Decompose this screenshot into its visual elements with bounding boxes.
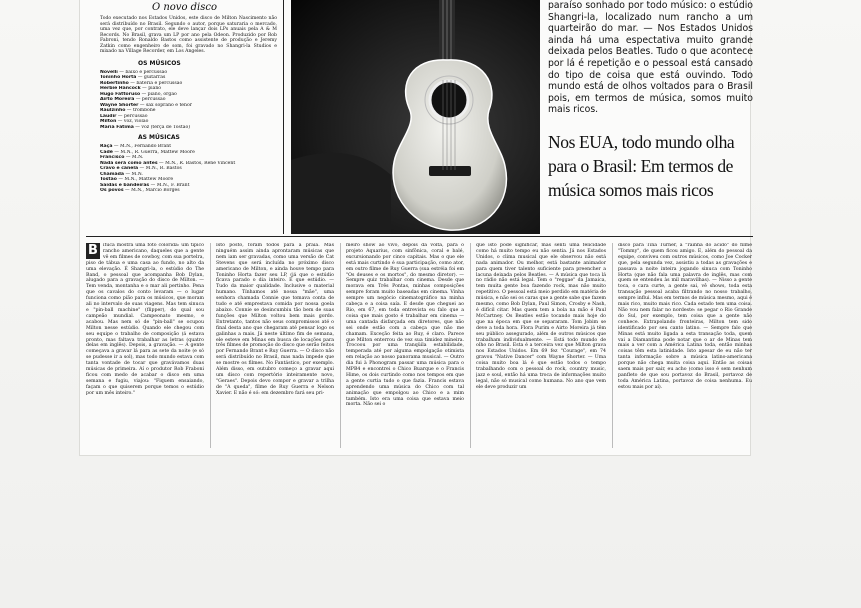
song-name: Chamada	[100, 171, 125, 177]
dash-separator: —	[125, 108, 133, 113]
dash-separator: —	[134, 97, 142, 102]
column-4-text: que isto pode significar, mas senti uma felicidade como há muito tempo eu não sentia. Já nos Estados Unidos, o clima musical que ele observou não está nada animador. Ou melhor, está bastante animador para quem tiver talento suficiente para preencher a lacuna deixada pelos Beatles. — A música que toca lá no rádio não está legal. Tem o "reggae" da Jamaica, tem muita gente boa fazendo rock, mas não muito repetitivo. O pessoal está meio perdido em matéria de música, e não sei os caras que a gente sabe que fazem mesmo, como Bob Dylan, Paul Simon, Crosby e Nash, é difícil citar. Mas quem tem a bola na mão é Paul McCartney. Os Beatles estão tocando mais hoje do que na época em que se separaram. Tom Jobim se deve a toda hora. Flora Purim e Airto Moreira já têm seu público assegurado, além de outros músicos que trabalham individualmente. — Está todo mundo de olho no Brasil. Esta é a terceira vez que Milton grava nos Estados Unidos. Em 69 fez "Courage", em 74 gravou "Native Dancer" com Wayne Shorter. — Uma coisa muito boa lá é que estão todos o tempo trabalhando com o pessoal do rock, country music, jazz e soul, então há uma troca de informações muito legal, não só musical como humana. No ano que vem ele deve produzir um	[476, 243, 606, 390]
musician-name: Laudir	[100, 113, 117, 119]
article-column-1	[86, 243, 204, 448]
song-detail: M.N., R. Bastos, Rene Vincent	[165, 160, 236, 166]
musician-detail: voz, violão	[123, 119, 149, 124]
dash-separator: —	[157, 160, 166, 166]
dash-separator: —	[112, 149, 121, 155]
dash-separator: —	[117, 69, 126, 75]
musicians-list	[100, 70, 277, 131]
musician-name: Milton	[100, 119, 117, 124]
musician-name: Herbie Hancock	[100, 86, 141, 91]
musician-detail: percussão	[123, 113, 148, 119]
song-detail: M.N.	[131, 155, 144, 160]
column-divider	[210, 243, 211, 448]
dash-separator: —	[133, 124, 142, 130]
musician-detail: sax soprano e tenor	[145, 102, 192, 108]
column-1-text: ituca mostra uma foto colorida: um típico rancho americano, daqueles que a gente vê em filmes de cowboy, com sua portelra, piso de tábua e uma casa ao fundo, no alto da uma elevação. É Shangri-la, o estúdio do The Band, o pessoal que acompanha Bob Dylan, alugado para a gravação do disco de Milton. — Tem venda, montanha e o mar ali pertinho. Pena que os cavalos do conto levaram — o lugar funciona como pião para os músicos, que moram ali no intervalo de suas viagens. Mas tem sinuca e "pin-ball machine" (flipper), do qual sou campeão mundial. Campeonato mesmo, e acabou. Mas nem só de "pin-ball" se ocupou Milton nesse estúdio. Quando ele chegou com seu equipe o trabalho de composição (á estava pronto, mas faltava trabalhar as letras (quatro delas em inglês). Depois, a gravação. — A gente começava a gravar lá para as sete da noite (e só se pudesse ir a sol), mas todo mundo estava com tanta vontade de tocar que gravávamos duas músicas de primeira. Aí o produtor Rob Fraboni ficou com medo de acabar o disco em uma semana e fugiu, viajou: "Fiquem ensaiando, façam o que quiserem porque temos o estúdio por um mês inteiro."	[86, 243, 204, 396]
song-name: Cravo e canela	[100, 166, 139, 171]
musicians-heading: OS MÚSICOS	[138, 59, 181, 67]
article-column-2	[216, 243, 334, 448]
column-divider	[340, 243, 341, 448]
musician-row	[100, 125, 277, 131]
dash-separator: —	[140, 91, 148, 97]
song-name: Nada será como antes	[100, 160, 158, 166]
guitar-photo	[291, 0, 540, 234]
column-2-text: Isto posto, foram todos para a praia. Mas ninguém assim ainda aprontaram músicas que nem iam ser gravadas, como uma versão de Cat Stevens que será incluída no próximo disco americano de Milton, e ainda houve tempo para Toninho Horta fazer seu LP, (já que o estúdio ficava parado o dia inteiro. E que estúdio. — Tudo da maior qualidade. Inclusive o material humano. Tínhamos até nossa "mãe", uma senhora chamada Connie que tomava conta de tudo e até emprestava comida por nossa goela abaixo. Connie se desincumbiu tão bem de suas funções que Milton voltou bem mais gordo. Entretanto, tantos não seus compromissos até o final desta ano que chegaram até pensar logo os galinhas a mais. Já neste último fim de semana, ele esteve em Minas em busca de locações para três filmes de promoção do disco que serão feitos por Fernando Brant e Ruy Guerra. — O disco não será distribuído no Brasil, mas nada impede que se mostre os filmes. No Fantástico, por exemplo. Além disso, em outubro começo a gravar aqui um disco com repertório inteiramente novo, "Geraes". Depois devo compor e gravar a trilha de "A queda", filme de Ruy Guerra e Nelson Xavier. E não é só: em dezembro fará seu pri-	[216, 243, 334, 396]
songs-list	[100, 144, 277, 194]
song-name: Os povos	[100, 188, 124, 193]
musician-name: Airto Moreira	[100, 97, 135, 102]
song-detail: M.N.	[131, 171, 143, 177]
guitar-illustration	[291, 0, 540, 234]
column-divider	[470, 243, 471, 448]
dash-separator: —	[123, 188, 132, 193]
lead-paragraph: paraíso sonhado por todo músico: o estúdio Shangri-la, localizado num rancho a um quarteirão do mar. — Nos Estados Unidos ainda há uma espectativa muito grande deixada pelos Beatles. Tudo o que acontece por lá é repetição e o pessoal está cansado do tipo de coisa que está ouvindo. Todo mundo está de olhos voltados para o Brasil pois, em termos de música, somos muito mais ricos.	[548, 0, 753, 116]
column-divider	[612, 243, 613, 448]
musician-detail: voz (terça de Tostão)	[141, 124, 191, 130]
musician-detail: bateria e percussão	[136, 80, 183, 86]
drop-cap: B	[86, 243, 100, 259]
dash-separator: —	[116, 119, 124, 124]
column-5-text: disco para Tina Turner, a "rainha do ácido" do filme "Tommy", de quem ficou amigo. E, além do pessoal da equipe, conviveu com outros músicos, como Joe Cocker que, pela segunda vez, assistiu a todas as gravações e passava a noite inteira jogando sinuca com Toninho Horta (que não fala uma palavra de inglês, mas com quem se entendeu às mil maravilhas). — Nisso a gente toca, o cara curte, a gente sai, vê shows, toda esta transação pessoal acaba filtrando no nosso trabalho, sempre influi. Mas em termos de música mesmo, aqui é mais rico, muito mais rico. Cada estado tem uma coisa. Não vou nem falar no nordeste: se pegar o Rio Grande do Sul, por exemplo, tem coisa que a gente não conhece. Extrapolando fronteiras, Milton tem sido identificado por seu canto latino. — Sempre falo que Minas está muito ligada a esta transação toda, quem vai a Diamantina pode notar que o ar de Minas tem mais a ver com a América Latina toda, então minhas coisas têm esta latinidade. Isto apesar de eu não ter tanta informação sobre a música latino-americana porque não chega muita coisa aqui. Então as coisas saem mais por sair, eu acho (como isso é sem nenhum panfleto de que sou portavoz do Brasil, portavoz de toda América Latina, portavoz de coisa nenhuma. Eu estou mais por aí).	[618, 243, 752, 390]
musician-name: Wayne Shorter	[100, 102, 139, 108]
song-detail: M.N., Mattew Moore	[124, 177, 174, 182]
column-3-text: meiro show ao vivo, depois da volta, para o projeto Aquarius, com sinfônica, coral e balé, excursionando por cinco capitais. Mas o que ele está mais curtindo é sua participação, como ator, em outro filme de Ruy Guerra (sua estréia foi em "Os deuses e os mortos", do mesmo diretor). — Sempre quiz trabalhar com cinema. Desde que morava em Três Pontas, minhas composições sempre foram muito baseadas em cinema. Vinha sempre um negócio cinematográfico na minha cabeça e a coisa saía. E desde que cheguei ao Rio, em 67, em toda entrevista eu falo que a coisa que mais gosto é trabalhar em cinema — uma cantada disfarçada em diretores, que não sei onde estão com a cabeça que não me chamam. Exceção feita ao Ruy, é claro. Parece que Milton enterrou de vez sua timidez mineira. Trocoou por uma tranqüila estabilidade, temperada até por alguma empolgação otimista em relação ao nosso panorama musical. — Outro dia fui à Phonogram passar uma música para o MPB4 e encontrei o Chico Buarque e o Francis Hime, os dois curtindo como nos tempos em que a gente curtia tudo o que fazia. Francis estava aprendendo uma música do Chico com tal animação que empolgou ao Chico e a mim também. Isto era uma coisa que estava meio morta. Não sei o	[346, 243, 464, 408]
dash-separator: —	[136, 75, 144, 80]
dash-separator: —	[116, 113, 124, 119]
article-column-5	[618, 243, 752, 448]
headline: Nos EUA, todo mundo olha para o Brasil: Em termos de música somos mais ricos	[548, 131, 735, 200]
musician-detail: guitarras	[143, 75, 166, 80]
horizontal-rule	[86, 236, 753, 237]
song-name: Tostão	[100, 177, 117, 182]
musician-detail: piano	[148, 86, 162, 91]
musician-detail: baixo e percussão	[125, 69, 168, 75]
song-name: Cadê	[100, 149, 113, 155]
musician-name: Novelli	[100, 69, 118, 75]
dash-separator: —	[124, 155, 132, 160]
dash-separator: —	[124, 171, 132, 177]
sidebar-intro: Todo executado nos Estados Unidos, este disco de Milton Nascimento não será distribuído no Brasil. Segundo o autor, porque saturaria o mercado, uma vez que, por contrato, ele deve lançar dois LPs anuais pela A & M Records. No Brasil, grava um LP por ano pela Odeon. Produzido por Rob Fabroni, tendo Ronaldo Bastos como assistente de produção e Jeremy Zatkin como engenheiro de som, foi gravado no Shangri-la Studios e mixado na Village Recorder, em Los Angeles.	[100, 16, 277, 54]
songs-heading: AS MÚSICAS	[138, 134, 180, 141]
song-detail: M.N., R. Bastos	[145, 166, 182, 171]
song-name: Saídas e bandeiras	[100, 182, 150, 188]
musician-detail: trombone	[132, 108, 156, 113]
musician-name: Robertinho	[100, 80, 129, 86]
dash-separator: —	[138, 102, 146, 108]
song-name: Francisco	[100, 155, 125, 160]
musician-name: Hugo Fattoruso	[100, 91, 141, 97]
sidebar-title: O novo disco	[151, 2, 218, 13]
musician-detail: percussão	[141, 97, 166, 102]
song-detail: M.N., R. Guerra, Mattew Moore	[120, 149, 195, 155]
musician-name: Toninho Horta	[100, 75, 137, 80]
dash-separator: —	[116, 177, 125, 182]
dash-separator: —	[140, 86, 149, 91]
article-column-4	[476, 243, 606, 448]
dash-separator: —	[128, 80, 137, 86]
song-row	[100, 188, 277, 194]
song-detail: M.N., Marcio Borges	[131, 188, 180, 193]
article-column-3	[346, 243, 464, 448]
musician-name: Raulzinho	[100, 108, 126, 113]
dash-separator: —	[112, 144, 120, 149]
album-info-box	[86, 0, 284, 234]
musician-detail: piano, órgão	[147, 91, 177, 97]
dash-separator: —	[138, 166, 146, 171]
song-detail: M.N., Fernando Brant	[119, 144, 172, 149]
song-name: Raça	[100, 144, 113, 149]
musician-name: Maria Fatima	[100, 124, 134, 130]
dash-separator: —	[149, 182, 157, 188]
right-column	[548, 0, 753, 234]
song-detail: M.N., F. Brant	[156, 182, 190, 188]
